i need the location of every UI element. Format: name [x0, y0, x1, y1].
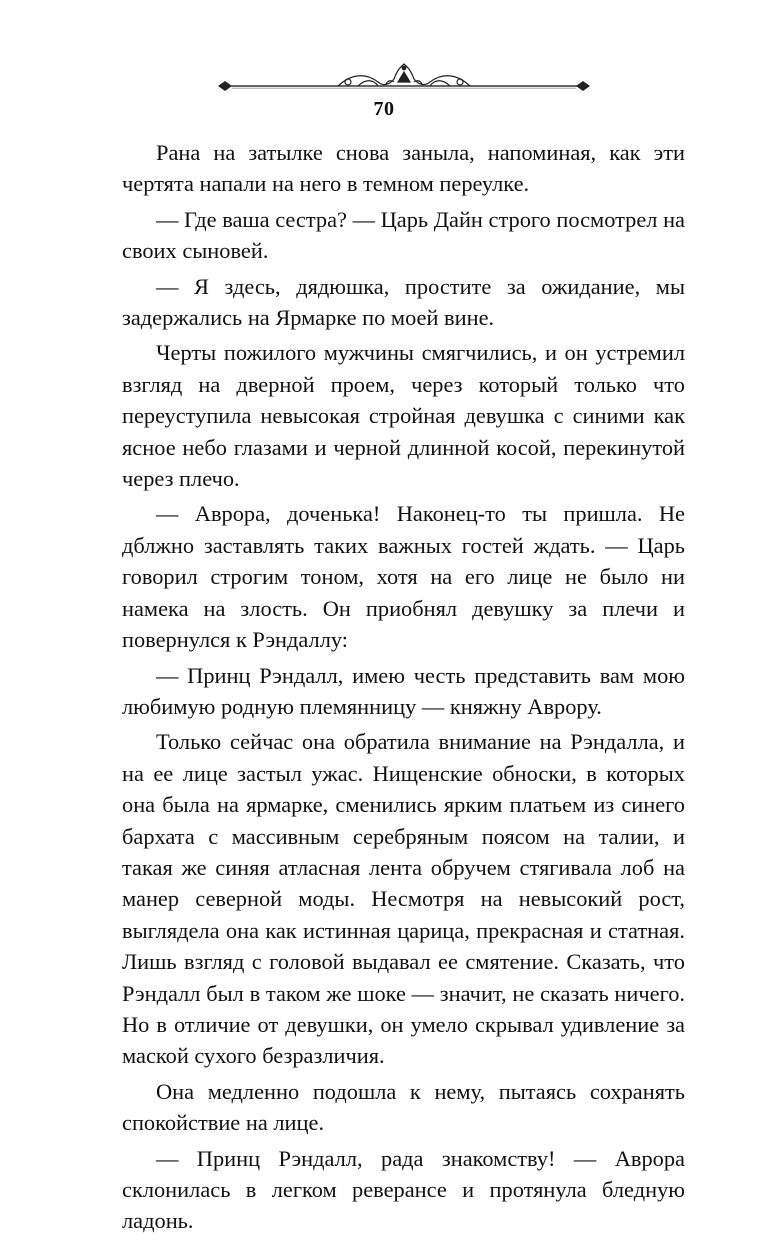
- paragraph: — Принц Рэндалл, рада знакомству! — Аврора склонилась в легком реверансе и протянула бледную ладонь.: [122, 1145, 685, 1234]
- ornament-right-diamond-icon: [576, 81, 590, 91]
- body-text: [122, 137, 685, 1241]
- paragraph: Черты пожилого мужчины смягчились, и он устремил взгляд на дверной проем, через который только что переуступила невысокая стройная девушка с синими как ясное небо глазами и черной длинной косой, перекинутой через плечо.: [122, 340, 685, 492]
- paragraph: Рана на затылке снова заныла, напоминая, как эти чертята напали на него в темном переулке.: [122, 140, 685, 197]
- ornament-left-diamond-icon: [218, 81, 232, 91]
- ornament-center-flourish-icon: [338, 64, 470, 86]
- paragraph: — Я здесь, дядюшка, простите за ожидание, мы задержались на Ярмарке по моей вине.: [122, 273, 685, 331]
- paragraph: — Где ваша сестра? — Царь Дайн строго посмотрел на своих сыновей.: [122, 206, 685, 264]
- paragraph: — Аврора, доченька! Наконец-то ты пришла. Не дблжно заставлять таких важных гостей ждать. — Царь говорил строгим тоном, хотя на его лице не было ни намека на злость. Он приобнял девушку за плечи и повернулся к Рэндаллу:: [122, 501, 685, 653]
- paragraph: — Принц Рэндалл, имею честь представить вам мою любимую родную племянницу — княжну Аврору.: [122, 662, 685, 719]
- paragraph: Она медленно подошла к нему, пытаясь сохранять спокойствие на лице.: [122, 1078, 685, 1136]
- header-ornament: [218, 62, 590, 102]
- paragraph: Только сейчас она обратила внимание на Рэндалла, и на ее лице застыл ужас. Нищенские обноски, в которых она была на ярмарке, сменились ярким платьем из синего бархата с массивным серебряным поясом на талии, и такая же синяя атласная лента обручем стягивала лоб на манер северной моды. Несмотря на невысокий рост, выглядела она как истинная царица, прекрасная и статная. Лишь взгляд с головой выдавал ее смятение. Сказать, что Рэндалл был в таком же шоке — значит, не сказать ничего. Но в отличие от девушки, он умело скрывал удивление за маской сухого безразличия.: [122, 729, 685, 1069]
- page-number: 70: [373, 98, 395, 120]
